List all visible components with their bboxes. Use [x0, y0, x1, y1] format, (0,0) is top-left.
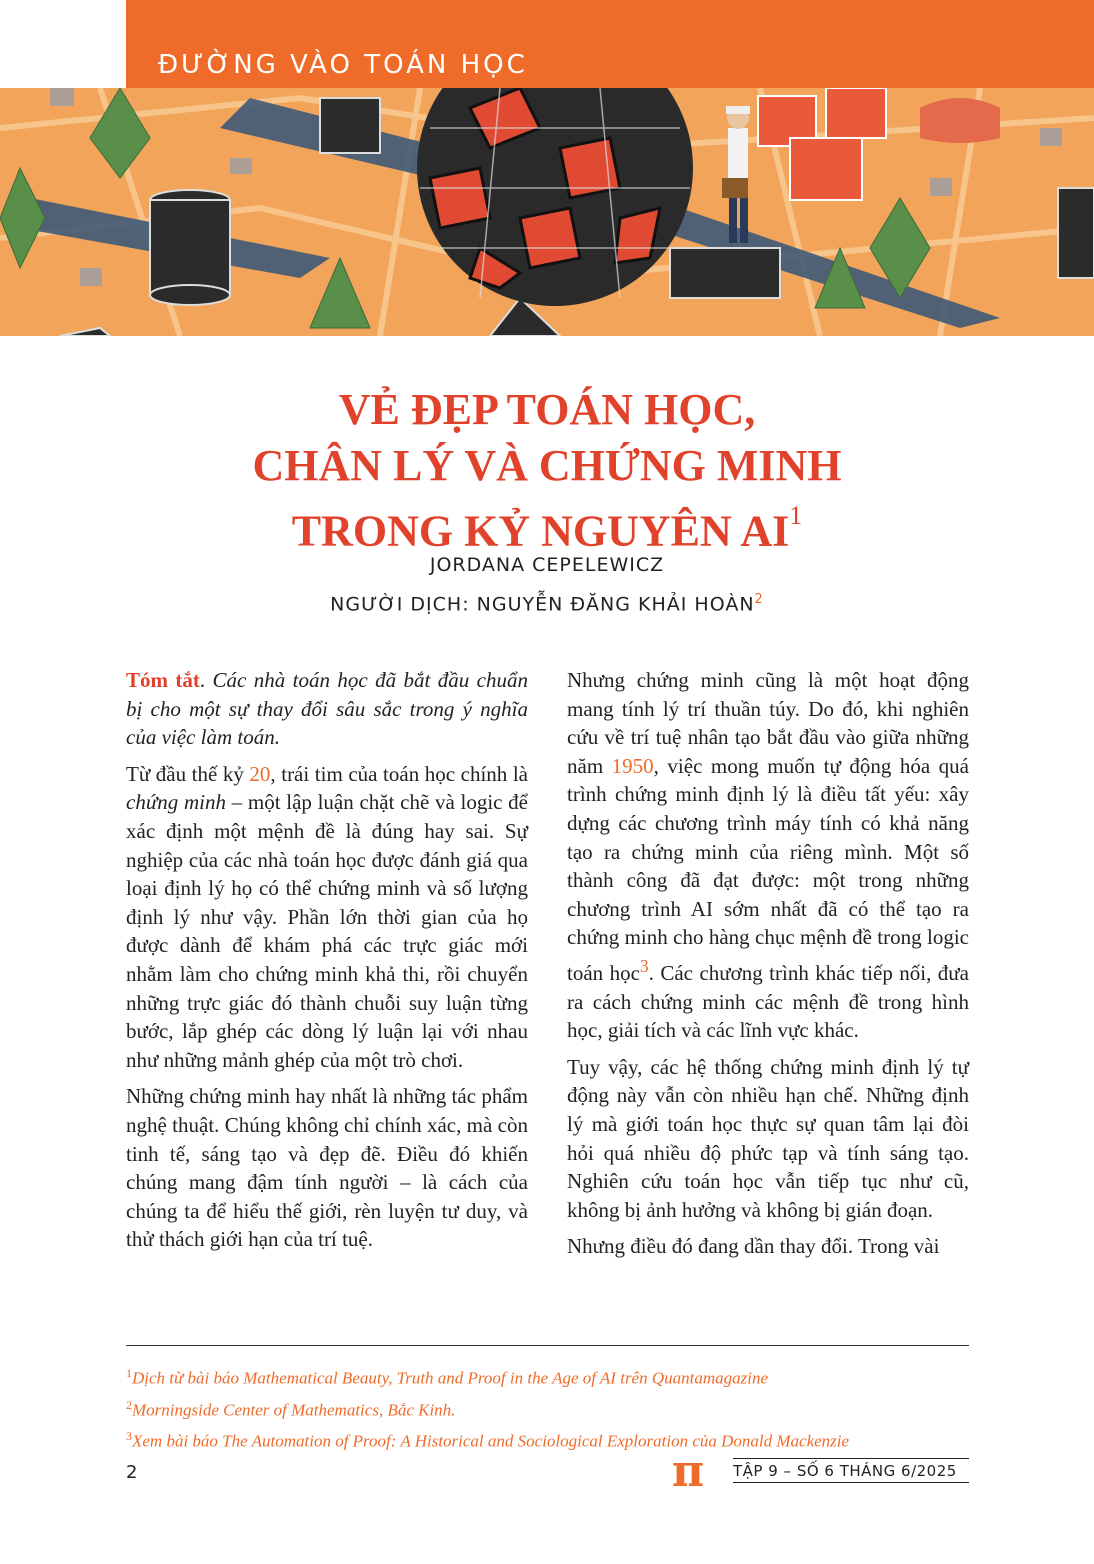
abstract-label: Tóm tắt — [126, 668, 200, 692]
title-line-3-text: TRONG KỶ NGUYÊN AI — [291, 506, 790, 556]
footnotes — [126, 1360, 969, 1455]
pi-glyph: π — [671, 1452, 705, 1492]
translator — [0, 592, 1094, 615]
page-number: 2 — [126, 1462, 138, 1483]
number-highlight: 20 — [249, 761, 271, 786]
issue-rule — [733, 1458, 969, 1459]
title-footnote-mark[interactable]: 1 — [789, 501, 803, 530]
footnote-number: 3 — [126, 1429, 132, 1444]
text-run: Nhưng chứng minh cũng là một hoạt động mang tính lý trí thuần túy. Do đó, khi nghiên cứu về trí tuệ nhân tạo bắt đầu vào giữa những năm — [567, 668, 969, 778]
title-line-3 — [0, 494, 1094, 560]
abstract-paragraph — [126, 666, 528, 752]
banner-illustration — [0, 88, 1094, 336]
paragraph: Những chứng minh hay nhất là những tác phẩm nghệ thuật. Chúng không chỉ chính xác, mà còn tinh tế, sáng tạo và đẹp đẽ. Điều đó khiến chúng mang đậm tính người – là cách của chúng ta để hiểu thế giới, rèn luyện tư duy, và thử thách giới hạn của trí tuệ. — [126, 1084, 528, 1252]
footnote-item — [126, 1392, 969, 1424]
author-name: JORDANA CEPELEWICZ — [429, 554, 665, 576]
translator-label: NGƯỜI DỊCH: NGUYỄN ĐĂNG KHẢI HOÀN — [330, 593, 755, 616]
issue-label: TẬP 9 – SỐ 6 THÁNG 6/2025 — [733, 1462, 969, 1483]
left-column — [126, 666, 528, 1262]
number-highlight: 1950 — [611, 753, 654, 778]
text-run: . Các chương trình khác tiếp nối, đưa ra cách chứng minh các mệnh đề trong hình học, giải tích và các lĩnh vực khác. — [567, 960, 969, 1043]
footnote-divider — [126, 1345, 969, 1346]
footnote-text: Dịch từ bài báo Mathematical Beauty, Truth and Proof in the Age of AI trên Quantamagazine — [132, 1368, 769, 1388]
text-run: , việc mong muốn tự động hóa quá trình chứng minh định lý là điều tất yếu: xây dựng các chương trình máy tính có khả năng tạo ra chứng minh của riêng mình. Một số thành công đã đạt được: một trong những chương trình AI sớm nhất đã có thể tạo ra chứng minh cho hàng chục mệnh đề trong logic toán học — [567, 753, 969, 985]
footnote-number: 2 — [126, 1397, 132, 1412]
text-run: , trái tim của toán học chính là — [270, 761, 528, 786]
footnote-mark[interactable]: 3 — [639, 955, 649, 976]
footnote-number: 1 — [126, 1366, 132, 1380]
title-line-2: CHÂN LÝ VÀ CHỨNG MINH — [252, 441, 842, 490]
footnote-text: Morningside Center of Mathematics, Bắc Kinh. — [132, 1400, 456, 1420]
footnote-item — [126, 1423, 969, 1455]
paragraph — [126, 760, 528, 1075]
article-title — [0, 382, 1094, 560]
abstract-separator: . — [199, 668, 213, 692]
abstract-text: Các nhà toán học đã bắt đầu chuẩn bị cho một sự thay đổi sâu sắc trong ý nghĩa của việc làm toán. — [126, 668, 528, 750]
paragraph — [567, 666, 969, 1045]
text-run: – một lập luận chặt chẽ và logic để xác định một mệnh đề là đúng hay sai. Sự nghiệp của các nhà toán học được đánh giá qua loại định lý họ có thể chứng minh và số lượng định lý như vậy. Phần lớn thời gian của họ được dành để khám phá các trực giác mới nhằm làm cho chứng minh khả thi, rồi chuyển những trực giác đó thành chuỗi suy luận từng bước, lắp ghép các dòng lý luận lại với nhau như những mảnh ghép của một trò chơi. — [126, 790, 528, 1072]
translator-footnote-mark[interactable]: 2 — [754, 592, 764, 607]
paragraph: Tuy vậy, các hệ thống chứng minh định lý tự động này vẫn còn nhiều hạn chế. Những định lý mà giới toán học thực sự quan tâm lại đòi hỏi quá nhiều độ phức tạp và tính sáng tạo. Nghiên cứu toán học vẫn tiếp tục như cũ, không bị ảnh hưởng và không bị gián đoạn. — [567, 1054, 969, 1222]
paragraph: Nhưng điều đó đang dần thay đổi. Trong vài — [567, 1234, 940, 1259]
footnote-item — [126, 1360, 969, 1392]
emphasis: chứng minh — [126, 790, 226, 815]
footnote-text: Xem bài báo The Automation of Proof: A Historical and Sociological Exploration của Donald Mackenzie — [132, 1431, 850, 1451]
pi-logo-icon — [664, 1452, 712, 1492]
title-line-1: VẺ ĐẸP TOÁN HỌC, — [338, 385, 756, 434]
text-run: Từ đầu thế kỷ — [126, 761, 250, 786]
right-column — [567, 666, 969, 1269]
section-label: ĐƯỜNG VÀO TOÁN HỌC — [158, 50, 528, 80]
